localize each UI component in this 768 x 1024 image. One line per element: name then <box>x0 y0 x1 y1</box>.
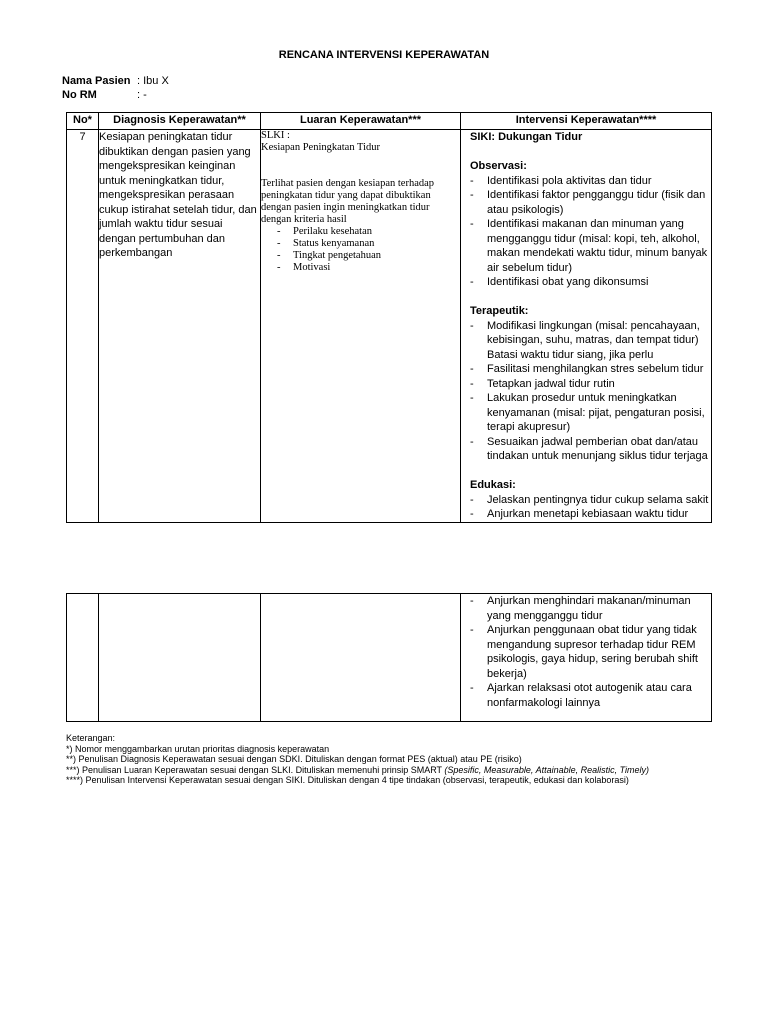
list-item: - Anjurkan menetapi kebiasaan waktu tidur <box>470 507 709 522</box>
list-item: - Sesuaikan jadwal pemberian obat dan/atau tindakan untuk menunjang siklus tidur terjaga <box>470 435 709 464</box>
slki-label: SLKI : <box>261 130 290 141</box>
table-row <box>67 130 712 523</box>
list-item: - Anjurkan menghindari makanan/minuman yang mengganggu tidur <box>470 594 709 623</box>
list-item: - Tingkat pengetahuan <box>277 250 460 262</box>
siki-heading: SIKI: Dukungan Tidur <box>470 131 583 143</box>
list-item: - Tetapkan jadwal tidur rutin <box>470 377 709 392</box>
criteria-list <box>261 226 460 274</box>
intervention-table <box>66 112 712 523</box>
list-item: - Status kenyamanan <box>277 238 460 250</box>
list-item: - Anjurkan penggunaan obat tidur yang tidak mengandung supresor terhadap tidur REM psikologis, gaya hidup, sering berubah shift bekerja) <box>470 623 709 681</box>
note-1: *) Nomor menggambarkan urutan prioritas diagnosis keperawatan <box>66 743 330 754</box>
intervensi-cell <box>461 130 712 523</box>
empty-cell <box>261 594 461 722</box>
luaran-description: Terlihat pasien dengan kesiapan terhadap peningkatan tidur yang dapat dibuktikan dengan pasien ingin meningkatkan tidur dengan kriteria hasil <box>261 178 435 225</box>
note-4: ****) Penulisan Intervensi Keperawatan sesuai dengan SIKI. Dituliskan dengan 4 tipe tindakan (observasi, terapeutik, edukasi dan kolaborasi) <box>66 775 629 786</box>
patient-name-row <box>62 75 169 87</box>
continuation-table <box>66 593 712 722</box>
observasi-label: Observasi: <box>470 160 527 172</box>
header-intervensi: Intervensi Keperawatan**** <box>461 113 712 130</box>
patient-name-label: Nama Pasien <box>62 75 131 87</box>
note-3-italic: (Spesific, Measurable, Attainable, Realistic, Timely) <box>444 764 650 775</box>
continuation-cell <box>461 594 712 722</box>
edukasi-label: Edukasi: <box>470 479 516 491</box>
row-number: 7 <box>67 130 99 523</box>
empty-cell <box>67 594 99 722</box>
patient-name-value: : Ibu X <box>137 75 169 87</box>
note-2: **) Penulisan Diagnosis Keperawatan sesuai dengan SDKI. Dituliskan dengan format PES (aktual) atau PE (risiko) <box>66 754 522 765</box>
terapeutik-label: Terapeutik: <box>470 305 529 317</box>
list-item: - Motivasi <box>277 262 460 274</box>
continuation-list <box>470 594 709 710</box>
list-item: - Identifikasi faktor pengganggu tidur (fisik dan atau psikologis) <box>470 188 709 217</box>
patient-rm-value: : - <box>137 89 147 101</box>
notes-heading: Keterangan: <box>66 733 116 743</box>
list-item: - Identifikasi makanan dan minuman yang mengganggu tidur (misal: kopi, teh, alkohol, makan mendekati waktu tidur, minum banyak air sebelum tidur) <box>470 217 709 275</box>
header-no: No* <box>67 113 99 130</box>
notes-section <box>66 733 649 786</box>
table-header-row <box>67 113 712 130</box>
header-diagnosis: Diagnosis Keperawatan** <box>99 113 261 130</box>
list-item: - Lakukan prosedur untuk meningkatkan kenyamanan (misal: pijat, pengaturan posisi, terapi akupresur) <box>470 391 709 435</box>
patient-rm-row <box>62 89 147 101</box>
diagnosis-cell: Kesiapan peningkatan tidur dibuktikan dengan pasien yang mengekspresikan keinginan untuk meningkatkan tidur, mengekspresikan perasaan cukup istirahat setelah tidur, dan jumlah waktu tidur sesuai dengan pertumbuhan dan perkembangan <box>99 130 261 523</box>
edukasi-list <box>470 493 709 522</box>
list-item: - Jelaskan pentingnya tidur cukup selama sakit <box>470 493 709 508</box>
patient-rm-label: No RM <box>62 89 97 101</box>
note-3-text: ***) Penulisan Luaran Keperawatan sesuai dengan SLKI. Dituliskan memenuhi prinsip SMART <box>66 764 445 775</box>
header-luaran: Luaran Keperawatan*** <box>261 113 461 130</box>
list-item: - Perilaku kesehatan <box>277 226 460 238</box>
terapeutik-list <box>470 319 709 464</box>
list-item: - Modifikasi lingkungan (misal: pencahayaan, kebisingan, suhu, matras, dan tempat tidur) Batasi waktu tidur siang, jika perlu <box>470 319 709 363</box>
note-3 <box>66 765 649 776</box>
list-item: - Identifikasi pola aktivitas dan tidur <box>470 174 709 189</box>
observasi-list <box>470 174 709 290</box>
luaran-cell <box>261 130 461 523</box>
list-item: - Ajarkan relaksasi otot autogenik atau cara nonfarmakologi lainnya <box>470 681 709 710</box>
list-item: - Fasilitasi menghilangkan stres sebelum tidur <box>470 362 709 377</box>
empty-cell <box>99 594 261 722</box>
luaran-label: Kesiapan Peningkatan Tidur <box>261 142 380 153</box>
list-item: - Identifikasi obat yang dikonsumsi <box>470 275 709 290</box>
table-row <box>67 594 712 722</box>
page-title: RENCANA INTERVENSI KEPERAWATAN <box>278 49 490 61</box>
